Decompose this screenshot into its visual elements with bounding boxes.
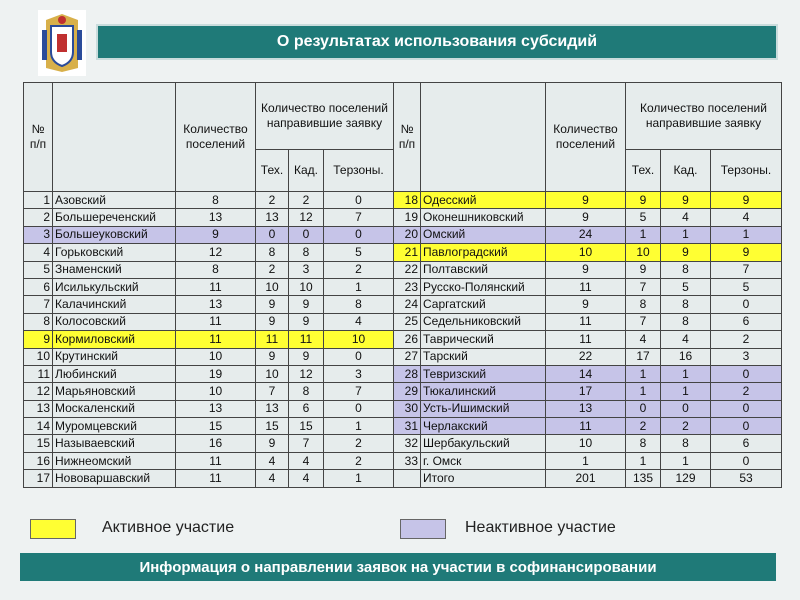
- kad-count: 4: [661, 331, 711, 348]
- terzones-count: 1: [711, 226, 782, 243]
- kad-count: 5: [661, 278, 711, 295]
- tech-count: 1: [626, 452, 661, 469]
- tech-count: 2: [256, 261, 289, 278]
- legend-active-label: Активное участие: [102, 519, 235, 536]
- tech-count: 1: [626, 383, 661, 400]
- district-name: Тюкалинский: [421, 383, 546, 400]
- district-name: Москаленский: [53, 400, 176, 417]
- settlements-count: 11: [176, 452, 256, 469]
- terzones-count: 1: [324, 470, 394, 487]
- terzones-count: 0: [711, 400, 782, 417]
- terzones-count: 2: [324, 261, 394, 278]
- kad-count: 9: [289, 313, 324, 330]
- header-applied: Количество поселений направившие заявку: [256, 83, 394, 150]
- terzones-count: 3: [711, 348, 782, 365]
- settlements-count: 12: [176, 244, 256, 261]
- terzones-count: 7: [324, 209, 394, 226]
- table-row: [24, 418, 782, 435]
- kad-count: 12: [289, 365, 324, 382]
- district-name: Итого: [421, 470, 546, 487]
- kad-count: 7: [289, 435, 324, 452]
- kad-count: 4: [289, 452, 324, 469]
- district-name: Омский: [421, 226, 546, 243]
- tech-count: 9: [626, 192, 661, 209]
- tech-count: 9: [256, 313, 289, 330]
- district-name: Полтавский: [421, 261, 546, 278]
- table-row: [24, 452, 782, 469]
- district-name: Оконешниковский: [421, 209, 546, 226]
- row-number: 14: [24, 418, 53, 435]
- district-name: Крутинский: [53, 348, 176, 365]
- district-name: Нижнеомский: [53, 452, 176, 469]
- settlements-count: 11: [176, 313, 256, 330]
- row-number: 26: [394, 331, 421, 348]
- kad-count: 0: [661, 400, 711, 417]
- settlements-count: 11: [176, 470, 256, 487]
- settlements-count: 13: [176, 209, 256, 226]
- table-row: [24, 244, 782, 261]
- row-number: 15: [24, 435, 53, 452]
- kad-count: 0: [289, 226, 324, 243]
- header-terz: Терзоны.: [324, 150, 394, 192]
- terzones-count: 7: [711, 261, 782, 278]
- kad-count: 9: [661, 244, 711, 261]
- district-name: Калачинский: [53, 296, 176, 313]
- settlements-count: 10: [176, 348, 256, 365]
- row-number: 27: [394, 348, 421, 365]
- settlements-count: 13: [176, 296, 256, 313]
- table-row: [24, 296, 782, 313]
- tech-count: 15: [256, 418, 289, 435]
- row-number: 21: [394, 244, 421, 261]
- tech-count: 0: [626, 400, 661, 417]
- row-number: 11: [24, 365, 53, 382]
- district-name: Шербакульский: [421, 435, 546, 452]
- terzones-count: 0: [324, 192, 394, 209]
- row-number: 9: [24, 331, 53, 348]
- settlements-count: 9: [546, 261, 626, 278]
- district-name: г. Омск: [421, 452, 546, 469]
- table-row: [24, 331, 782, 348]
- kad-count: 3: [289, 261, 324, 278]
- terzones-count: 2: [324, 452, 394, 469]
- tech-count: 1: [626, 226, 661, 243]
- row-number: 32: [394, 435, 421, 452]
- terzones-count: 3: [324, 365, 394, 382]
- table-row: [24, 278, 782, 295]
- district-name: Таврический: [421, 331, 546, 348]
- row-number: [394, 470, 421, 487]
- row-number: 22: [394, 261, 421, 278]
- slide-title: О результатах использования субсидий: [98, 26, 776, 58]
- table-row: [24, 192, 782, 209]
- settlements-count: 8: [176, 192, 256, 209]
- settlements-count: 9: [546, 296, 626, 313]
- kad-count: 15: [289, 418, 324, 435]
- kad-count: 10: [289, 278, 324, 295]
- row-number: 18: [394, 192, 421, 209]
- tech-count: 17: [626, 348, 661, 365]
- district-name: Любинский: [53, 365, 176, 382]
- header-name-right: [421, 83, 546, 192]
- district-name: Азовский: [53, 192, 176, 209]
- terzones-count: 2: [711, 331, 782, 348]
- row-number: 16: [24, 452, 53, 469]
- row-number: 28: [394, 365, 421, 382]
- kad-count: 9: [661, 192, 711, 209]
- terzones-count: 53: [711, 470, 782, 487]
- row-number: 6: [24, 278, 53, 295]
- row-number: 4: [24, 244, 53, 261]
- terzones-count: 0: [711, 418, 782, 435]
- tech-count: 10: [626, 244, 661, 261]
- terzones-count: 4: [711, 209, 782, 226]
- terzones-count: 0: [711, 452, 782, 469]
- district-name: Русско-Полянский: [421, 278, 546, 295]
- settlements-count: 11: [176, 278, 256, 295]
- kad-count: 129: [661, 470, 711, 487]
- district-name: Тарский: [421, 348, 546, 365]
- table-row: [24, 365, 782, 382]
- tech-count: 13: [256, 400, 289, 417]
- row-number: 2: [24, 209, 53, 226]
- row-number: 20: [394, 226, 421, 243]
- row-number: 1: [24, 192, 53, 209]
- terzones-count: 9: [711, 192, 782, 209]
- kad-count: 1: [661, 226, 711, 243]
- header-count-right: Количество поселений: [546, 83, 626, 192]
- row-number: 30: [394, 400, 421, 417]
- tech-count: 13: [256, 209, 289, 226]
- header-kad: Кад.: [289, 150, 324, 192]
- kad-count: 11: [289, 331, 324, 348]
- tech-count: 7: [626, 313, 661, 330]
- district-name: Большеуковский: [53, 226, 176, 243]
- kad-count: 1: [661, 383, 711, 400]
- tech-count: 5: [626, 209, 661, 226]
- row-number: 3: [24, 226, 53, 243]
- district-name: Кормиловский: [53, 331, 176, 348]
- district-name: Нововаршавский: [53, 470, 176, 487]
- settlements-count: 10: [176, 383, 256, 400]
- district-name: Марьяновский: [53, 383, 176, 400]
- row-number: 25: [394, 313, 421, 330]
- settlements-count: 1: [546, 452, 626, 469]
- tech-count: 7: [626, 278, 661, 295]
- terzones-count: 10: [324, 331, 394, 348]
- district-name: Одесский: [421, 192, 546, 209]
- settlements-count: 9: [546, 192, 626, 209]
- terzones-count: 0: [324, 226, 394, 243]
- settlements-count: 11: [546, 313, 626, 330]
- tech-count: 9: [626, 261, 661, 278]
- terzones-count: 8: [324, 296, 394, 313]
- terzones-count: 2: [711, 383, 782, 400]
- settlements-count: 11: [546, 331, 626, 348]
- tech-count: 11: [256, 331, 289, 348]
- kad-count: 1: [661, 365, 711, 382]
- table-row: [24, 226, 782, 243]
- tech-count: 135: [626, 470, 661, 487]
- settlements-count: 15: [176, 418, 256, 435]
- legend-inactive-label: Неактивное участие: [465, 519, 616, 536]
- kad-count: 16: [661, 348, 711, 365]
- kad-count: 8: [289, 244, 324, 261]
- terzones-count: 0: [324, 348, 394, 365]
- settlements-count: 201: [546, 470, 626, 487]
- settlements-count: 13: [546, 400, 626, 417]
- kad-count: 9: [289, 348, 324, 365]
- settlements-count: 13: [176, 400, 256, 417]
- row-number: 17: [24, 470, 53, 487]
- kad-count: 8: [661, 261, 711, 278]
- row-number: 19: [394, 209, 421, 226]
- district-name: Называевский: [53, 435, 176, 452]
- kad-count: 8: [661, 296, 711, 313]
- tech-count: 9: [256, 296, 289, 313]
- kad-count: 4: [661, 209, 711, 226]
- subsidies-table: [23, 82, 782, 488]
- row-number: 8: [24, 313, 53, 330]
- row-number: 29: [394, 383, 421, 400]
- legend-inactive-swatch: [400, 519, 446, 539]
- tech-count: 10: [256, 278, 289, 295]
- tech-count: 8: [626, 296, 661, 313]
- row-number: 5: [24, 261, 53, 278]
- kad-count: 2: [661, 418, 711, 435]
- row-number: 33: [394, 452, 421, 469]
- coat-of-arms-emblem: [38, 10, 86, 76]
- header-kad-right: Кад.: [661, 150, 711, 192]
- kad-count: 1: [661, 452, 711, 469]
- tech-count: 7: [256, 383, 289, 400]
- kad-count: 8: [661, 435, 711, 452]
- settlements-count: 11: [546, 278, 626, 295]
- tech-count: 8: [626, 435, 661, 452]
- header-num: № п/п: [24, 83, 53, 192]
- district-name: Муромцевский: [53, 418, 176, 435]
- kad-count: 6: [289, 400, 324, 417]
- settlements-count: 11: [546, 418, 626, 435]
- settlements-count: 22: [546, 348, 626, 365]
- terzones-count: 0: [324, 400, 394, 417]
- row-number: 23: [394, 278, 421, 295]
- tech-count: 0: [256, 226, 289, 243]
- table-row: [24, 383, 782, 400]
- district-name: Знаменский: [53, 261, 176, 278]
- header-tech-right: Тех.: [626, 150, 661, 192]
- legend-active-swatch: [30, 519, 76, 539]
- header-count: Количество поселений: [176, 83, 256, 192]
- table-row: [24, 209, 782, 226]
- terzones-count: 0: [711, 296, 782, 313]
- district-name: Павлоградский: [421, 244, 546, 261]
- table-row: [24, 348, 782, 365]
- tech-count: 2: [626, 418, 661, 435]
- district-name: Седельниковский: [421, 313, 546, 330]
- tech-count: 8: [256, 244, 289, 261]
- table-row: [24, 470, 782, 487]
- settlements-count: 24: [546, 226, 626, 243]
- district-name: Горьковский: [53, 244, 176, 261]
- terzones-count: 5: [711, 278, 782, 295]
- tech-count: 4: [256, 452, 289, 469]
- kad-count: 4: [289, 470, 324, 487]
- district-name: Исилькульский: [53, 278, 176, 295]
- district-name: Черлакский: [421, 418, 546, 435]
- header-num-right: № п/п: [394, 83, 421, 192]
- terzones-count: 0: [711, 365, 782, 382]
- settlements-count: 16: [176, 435, 256, 452]
- header-name: [53, 83, 176, 192]
- terzones-count: 6: [711, 313, 782, 330]
- table-row: [24, 261, 782, 278]
- table-row: [24, 313, 782, 330]
- header-tech: Тех.: [256, 150, 289, 192]
- kad-count: 2: [289, 192, 324, 209]
- settlements-count: 11: [176, 331, 256, 348]
- header-terz-right: Терзоны.: [711, 150, 782, 192]
- tech-count: 10: [256, 365, 289, 382]
- settlements-count: 19: [176, 365, 256, 382]
- kad-count: 9: [289, 296, 324, 313]
- terzones-count: 9: [711, 244, 782, 261]
- row-number: 24: [394, 296, 421, 313]
- header-applied-right: Количество поселений направившие заявку: [626, 83, 782, 150]
- terzones-count: 1: [324, 278, 394, 295]
- district-name: Колосовский: [53, 313, 176, 330]
- district-name: Большереченский: [53, 209, 176, 226]
- tech-count: 1: [626, 365, 661, 382]
- row-number: 10: [24, 348, 53, 365]
- district-name: Саргатский: [421, 296, 546, 313]
- footer-banner: Информация о направлении заявок на участии в софинансировании: [20, 553, 776, 581]
- table-row: [24, 400, 782, 417]
- settlements-count: 14: [546, 365, 626, 382]
- settlements-count: 9: [176, 226, 256, 243]
- terzones-count: 5: [324, 244, 394, 261]
- settlements-count: 10: [546, 435, 626, 452]
- tech-count: 9: [256, 348, 289, 365]
- terzones-count: 4: [324, 313, 394, 330]
- settlements-count: 9: [546, 209, 626, 226]
- kad-count: 12: [289, 209, 324, 226]
- district-name: Тевризский: [421, 365, 546, 382]
- tech-count: 9: [256, 435, 289, 452]
- terzones-count: 7: [324, 383, 394, 400]
- row-number: 12: [24, 383, 53, 400]
- district-name: Усть-Ишимский: [421, 400, 546, 417]
- kad-count: 8: [289, 383, 324, 400]
- settlements-count: 10: [546, 244, 626, 261]
- tech-count: 4: [256, 470, 289, 487]
- row-number: 31: [394, 418, 421, 435]
- settlements-count: 17: [546, 383, 626, 400]
- settlements-count: 8: [176, 261, 256, 278]
- tech-count: 4: [626, 331, 661, 348]
- row-number: 13: [24, 400, 53, 417]
- terzones-count: 2: [324, 435, 394, 452]
- kad-count: 8: [661, 313, 711, 330]
- terzones-count: 6: [711, 435, 782, 452]
- table-row: [24, 435, 782, 452]
- row-number: 7: [24, 296, 53, 313]
- terzones-count: 1: [324, 418, 394, 435]
- tech-count: 2: [256, 192, 289, 209]
